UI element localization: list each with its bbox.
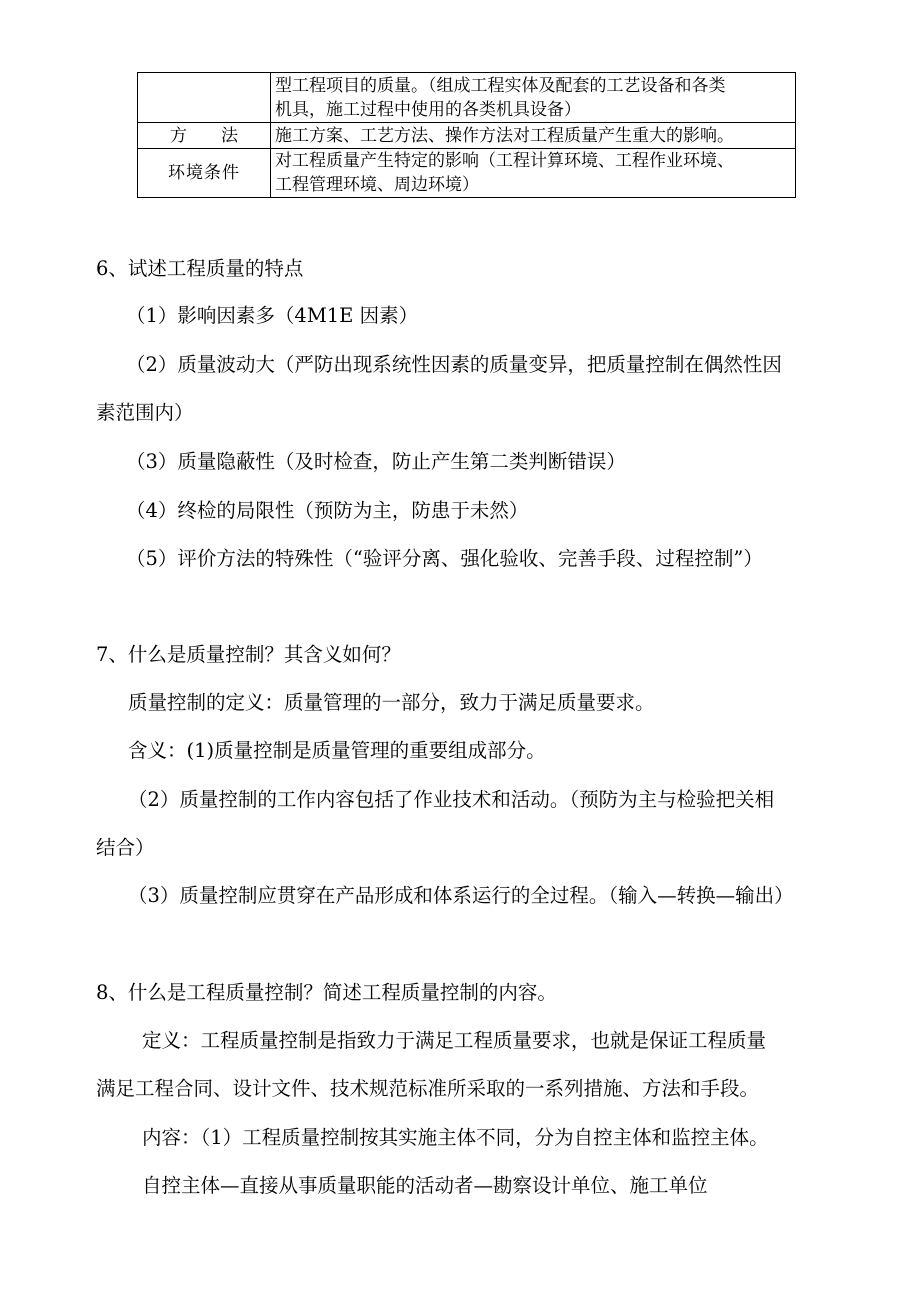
q6-item-3: （3）质量隐蔽性（及时检查，防止产生第二类判断错误） <box>126 450 626 473</box>
table-row-content <box>271 149 796 198</box>
q8-content-1: 内容：（1）工程质量控制按其实施主体不同，分为自控主体和监控主体。 <box>142 1126 769 1149</box>
table-row-label <box>138 73 271 123</box>
table-cell-line: 施工方案、工艺方法、操作方法对工程质量产生重大的影响。 <box>275 125 734 146</box>
q6-item-1: （1）影响因素多（4M1E 因素） <box>126 304 419 327</box>
q7-meaning-2-line-2: 结合） <box>96 836 155 859</box>
q8-definition-line-1: 定义：工程质量控制是指致力于满足工程质量要求，也就是保证工程质量 <box>142 1029 767 1052</box>
q6-item-4: （4）终检的局限性（预防为主，防患于未然） <box>126 499 529 522</box>
question-8-title: 8、什么是工程质量控制？简述工程质量控制的内容。 <box>96 981 557 1004</box>
q7-meaning-2-line-1: （2）质量控制的工作内容包括了作业技术和活动。（预防为主与检验把关相 <box>128 788 775 811</box>
q6-item-5: （5）评价方法的特殊性（“验评分离、强化验收、完善手段、过程控制”） <box>126 547 763 570</box>
table-row-label: 方 法 <box>138 123 271 149</box>
question-6-title: 6、试述工程质量的特点 <box>96 257 304 280</box>
table-cell-line: 机具，施工过程中使用的各类机具设备） <box>275 99 581 120</box>
q8-definition-line-2: 满足工程合同、设计文件、技术规范标准所采取的一系列措施、方法和手段。 <box>96 1077 760 1100</box>
q6-item-2-line-1: （2）质量波动大（严防出现系统性因素的质量变异，把质量控制在偶然性因 <box>126 353 782 376</box>
table-row <box>138 149 796 198</box>
question-7-title: 7、什么是质量控制？其含义如何？ <box>96 643 401 666</box>
q8-content-2: 自控主体—直接从事质量职能的活动者—勘察设计单位、施工单位 <box>142 1174 708 1197</box>
table-cell-line: 对工程质量产生特定的影响（工程计算环境、工程作业环境、 <box>275 151 734 171</box>
table-row <box>138 123 796 149</box>
q6-item-2-line-2: 素范围内） <box>96 401 194 424</box>
table-row-label: 环境条件 <box>138 149 271 198</box>
quality-factors-table <box>137 72 796 198</box>
table-cell-line: 工程管理环境、周边环境） <box>275 175 479 195</box>
q7-meaning-3: （3）质量控制应贯穿在产品形成和体系运行的全过程。（输入—转换—输出） <box>128 884 794 907</box>
table-cell-line: 型工程项目的质量。（组成工程实体及配套的工艺设备和各类 <box>275 75 726 96</box>
q7-definition: 质量控制的定义：质量管理的一部分，致力于满足质量要求。 <box>128 691 655 714</box>
table-row-content <box>271 123 796 149</box>
table-row-content <box>271 73 796 123</box>
table-row <box>138 73 796 123</box>
q7-meaning-1: 含义：(1)质量控制是质量管理的重要组成部分。 <box>128 739 546 762</box>
